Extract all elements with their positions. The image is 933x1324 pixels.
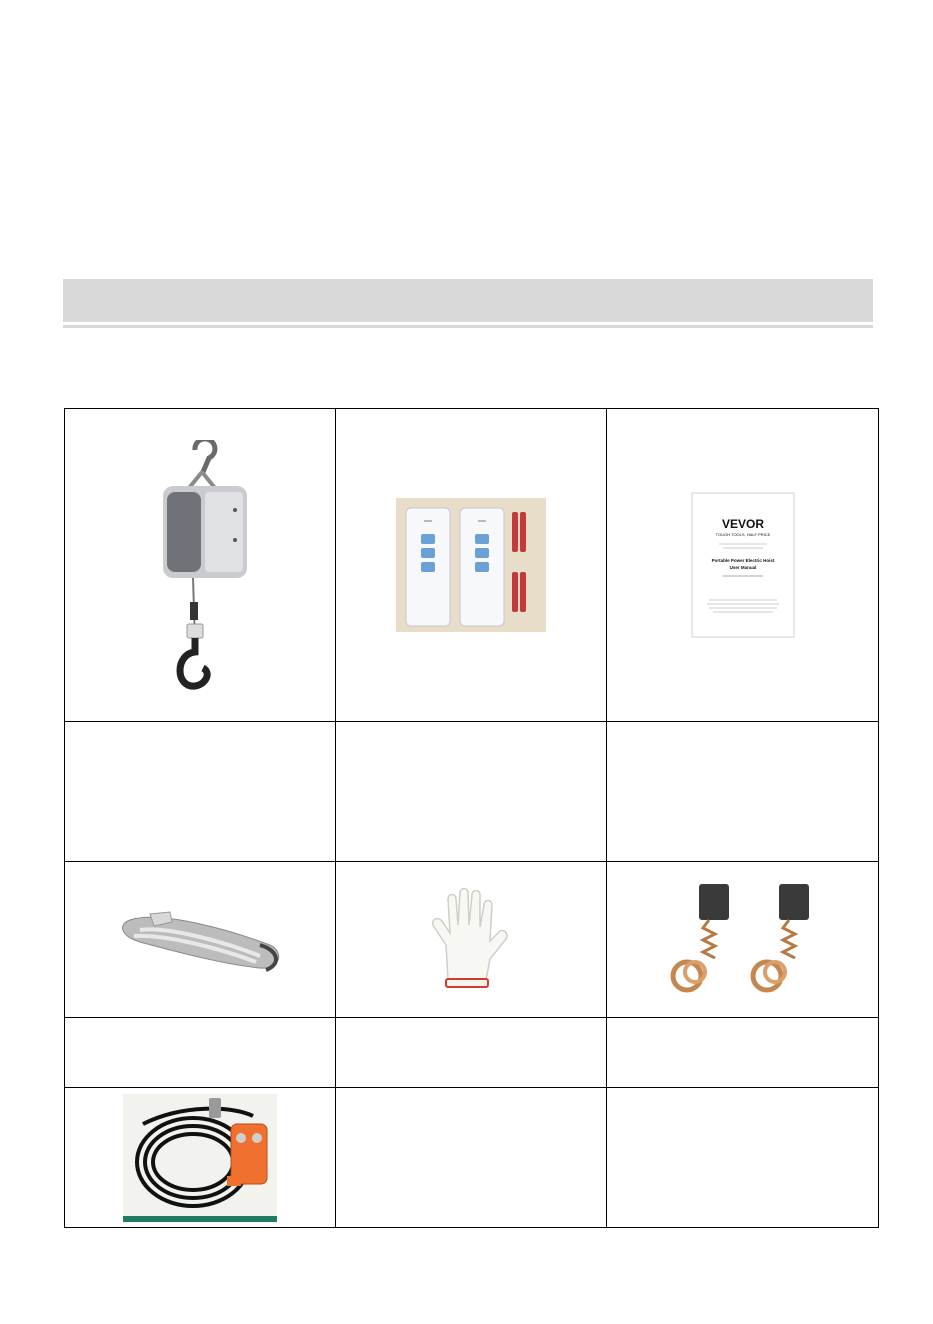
part-cell-wired-controller (65, 1088, 336, 1228)
remote-controls-image (396, 498, 546, 632)
part-label (607, 722, 879, 862)
table-row (65, 409, 879, 722)
section-header-bar (63, 279, 873, 322)
section-divider (63, 325, 873, 328)
empty-cell (336, 1088, 607, 1228)
manual-subtitle: User Manual (729, 565, 756, 570)
part-cell-user-manual (607, 409, 879, 722)
part-cell-carbon-brushes (607, 862, 879, 1018)
work-glove-image (426, 885, 516, 995)
part-cell-hoist (65, 409, 336, 722)
carbon-brushes-image (643, 878, 843, 1002)
table-row (65, 722, 879, 862)
part-cell-glove (336, 862, 607, 1018)
lifting-sling-image (110, 900, 290, 980)
manual-title: Portable Power Electric Hoist (711, 558, 774, 563)
table-row (65, 862, 879, 1018)
part-label (607, 1018, 879, 1088)
parts-list-table (64, 408, 879, 1228)
empty-cell (607, 1088, 879, 1228)
manual-brand: VEVOR (721, 517, 764, 531)
manual-tagline: TOUGH TOOLS, HALF PRICE (715, 532, 770, 537)
wired-controller-image (123, 1094, 277, 1222)
table-row (65, 1088, 879, 1228)
table-row (65, 1018, 879, 1088)
part-cell-remote-controls (336, 409, 607, 722)
part-label (336, 1018, 607, 1088)
part-label (65, 1018, 336, 1088)
part-cell-sling (65, 862, 336, 1018)
user-manual-image (691, 492, 795, 638)
electric-hoist-image (145, 440, 255, 690)
part-label (336, 722, 607, 862)
part-label (65, 722, 336, 862)
